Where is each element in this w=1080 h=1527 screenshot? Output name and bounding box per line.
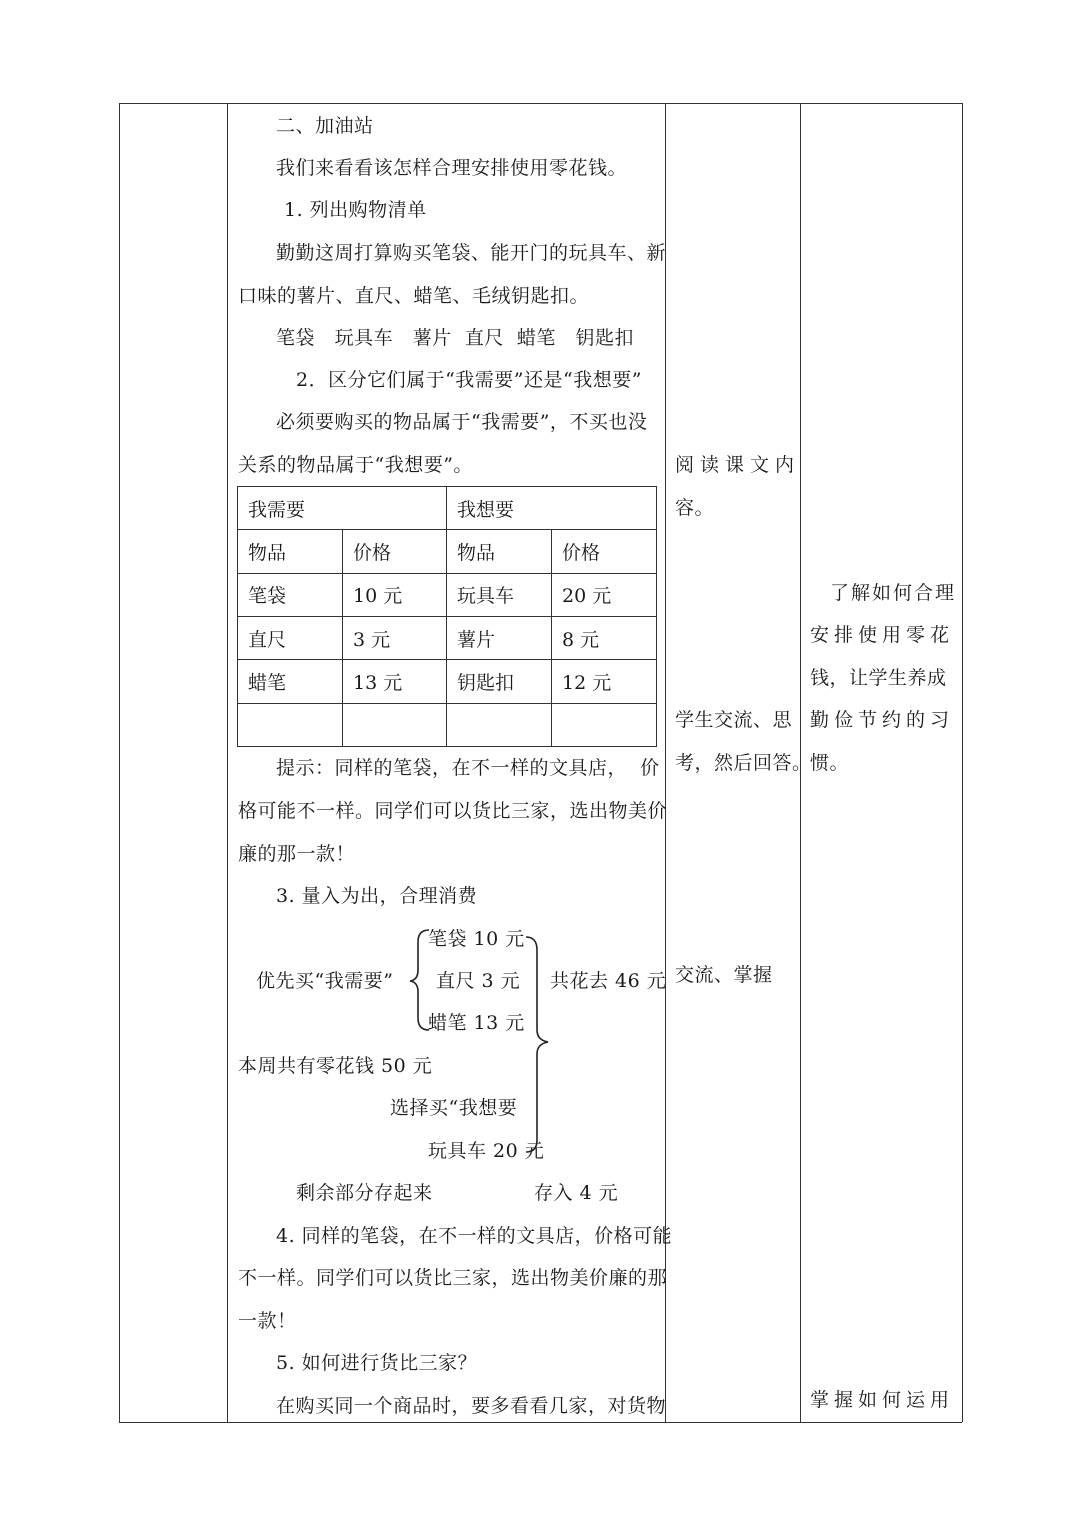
purpose-line6: 掌握如何运用: [810, 1389, 955, 1411]
purpose-line1: 了解如何合理: [830, 582, 957, 604]
need-price-cell: 3 元: [343, 616, 447, 659]
step4-line1: 4. 同样的笔袋，在不一样的文具店，价格可能: [276, 1225, 673, 1247]
step1-heading: 1. 列出购物清单: [284, 199, 427, 221]
need-item-col-header: 物品: [238, 530, 343, 573]
items-line: 笔袋 玩具车 薯片 直尺 蜡笔 钥匙扣: [276, 327, 635, 349]
step5-text: 在购买同一个商品时，要多看看几家，对货物: [276, 1395, 667, 1417]
diagram-priority-label: 优先买“我需要”: [256, 970, 394, 992]
want-item-col-header: 物品: [447, 530, 552, 573]
purpose-line2: 安排使用零花: [810, 624, 955, 646]
tip-line1: 提示：同样的笔袋，在不一样的文具店， 价: [276, 757, 660, 779]
student-activity-2-line1: 学生交流、思: [675, 709, 793, 731]
tip-line2: 格可能不一样。同学们可以货比三家，选出物美价: [238, 800, 668, 822]
para2-line2: 关系的物品属于“我想要”。: [238, 454, 473, 476]
step3-heading: 3. 量入为出，合理消费: [276, 885, 478, 907]
purpose-line3: 钱，让学生养成: [810, 667, 947, 689]
want-item-cell: 薯片: [447, 616, 552, 659]
need-item-cell: 蜡笔: [238, 660, 343, 703]
step2-heading: 2．区分它们属于“我需要”还是“我想要”: [296, 369, 642, 391]
para1-line2: 口味的薯片、直尺、蜡笔、毛绒钥匙扣。: [238, 285, 590, 307]
student-activity-3: 交流、掌握: [675, 964, 773, 986]
want-item-cell: 钥匙扣: [447, 660, 552, 703]
step4-line3: 一款！: [238, 1310, 297, 1332]
need-price-cell: 13 元: [343, 660, 447, 703]
want-item-cell: 玩具车: [447, 573, 552, 616]
want-price-cell: 20 元: [552, 573, 657, 616]
need-price-cell: 10 元: [343, 573, 447, 616]
need-header: 我需要: [238, 487, 447, 530]
want-price-cell: 12 元: [552, 660, 657, 703]
para2-line1: 必须要购买的物品属于“我需要”，不买也没: [276, 411, 648, 433]
purpose-line5: 惯。: [810, 752, 850, 774]
section-title: 二、加油站: [276, 115, 374, 137]
diagram-total-spent: 共花去 46 元: [550, 970, 667, 992]
diagram-item-pencil-case: 笔袋 10 元: [428, 928, 525, 950]
want-price-cell: 8 元: [552, 616, 657, 659]
diagram-choose-want: 选择买“我想要: [390, 1097, 518, 1119]
step4-line2: 不一样。同学们可以货比三家，选出物美价廉的那: [238, 1267, 668, 1289]
diagram-saved: 存入 4 元: [534, 1182, 619, 1204]
want-price-col-header: 价格: [552, 530, 657, 573]
need-price-col-header: 价格: [343, 530, 447, 573]
want-header: 我想要: [447, 487, 657, 530]
need-item-cell: 直尺: [238, 616, 343, 659]
para1-line1: 勤勤这周打算购买笔袋、能开门的玩具车、新: [276, 242, 667, 264]
purpose-line4: 勤俭节约的习: [810, 709, 955, 731]
student-activity-1-line2: 容。: [675, 497, 715, 519]
diagram-item-crayon: 蜡笔 13 元: [428, 1012, 525, 1034]
left-curly-brace: [410, 930, 429, 1030]
student-activity-2-line2: 考，然后回答。: [675, 752, 812, 774]
tip-line3: 廉的那一款！: [238, 843, 356, 865]
intro-text: 我们来看看该怎样合理安排使用零花钱。: [276, 157, 628, 179]
step5-heading: 5. 如何进行货比三家？: [276, 1352, 478, 1374]
student-activity-1-line1: 阅读课文内: [675, 454, 801, 476]
need-item-cell: 笔袋: [238, 573, 343, 616]
diagram-toy-car: 玩具车 20 元: [428, 1140, 545, 1162]
diagram-item-ruler: 直尺 3 元: [436, 970, 521, 992]
diagram-weekly-money: 本周共有零花钱 50 元: [238, 1055, 433, 1077]
right-curly-brace: [526, 937, 548, 1152]
diagram-remaining: 剩余部分存起来: [296, 1182, 433, 1204]
